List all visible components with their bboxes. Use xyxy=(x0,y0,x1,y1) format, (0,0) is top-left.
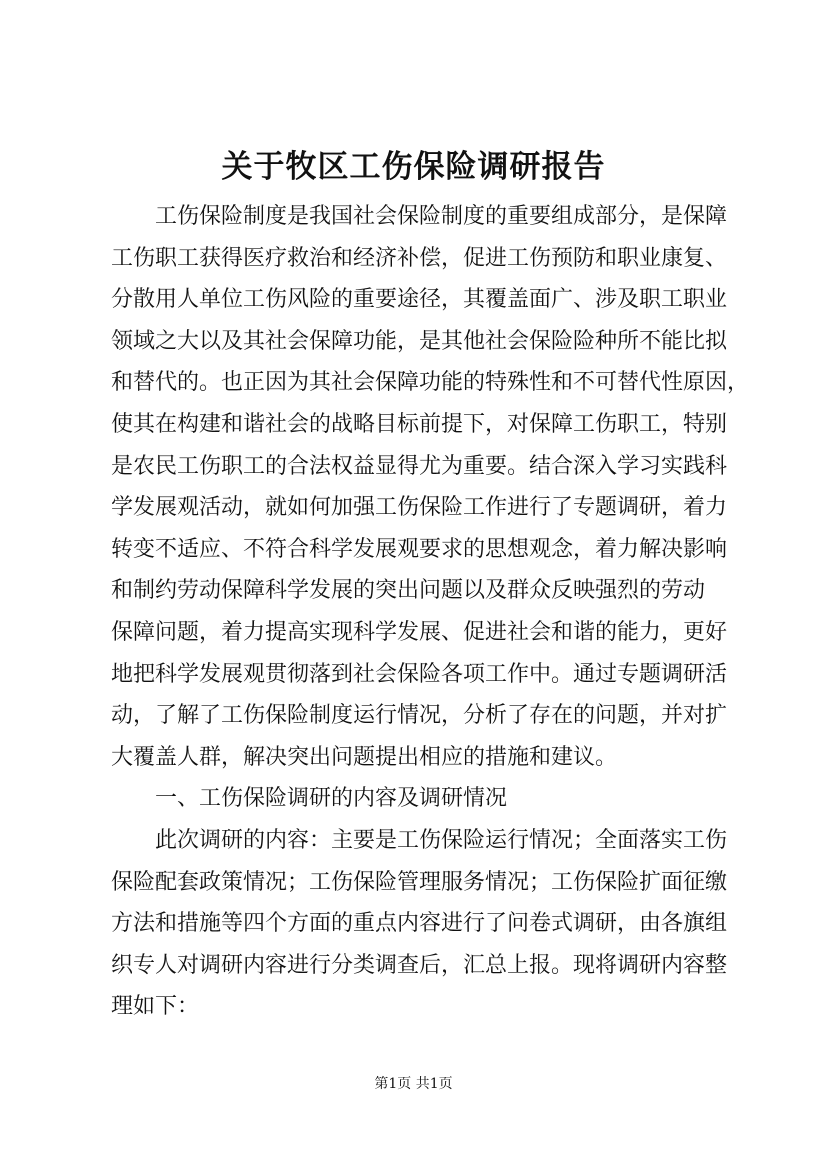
document-body xyxy=(111,196,750,1028)
body-line: 大覆盖人群，解决突出问题提出相应的措施和建议。 xyxy=(111,744,618,770)
body-line: 是农民工伤职工的合法权益显得尤为重要。结合深入学习实践科 xyxy=(111,453,728,479)
body-line: 保险配套政策情况；工伤保险管理服务情况；工伤保险扩面征缴 xyxy=(111,869,728,895)
document-title: 关于牧区工伤保险调研报告 xyxy=(221,149,606,185)
body-line: 织专人对调研内容进行分类调查后，汇总上报。现将调研内容整 xyxy=(111,952,728,978)
body-line: 领域之大以及其社会保障功能，是其他社会保险险种所不能比拟 xyxy=(111,328,728,354)
body-line: 转变不适应、不符合科学发展观要求的思想观念，着力解决影响 xyxy=(111,536,728,562)
body-line: 地把科学发展观贯彻落到社会保险各项工作中。通过专题调研活 xyxy=(111,661,728,687)
body-line: 工伤保险制度是我国社会保险制度的重要组成部分，是保障 xyxy=(111,204,728,229)
body-line: 动，了解了工伤保险制度运行情况，分析了存在的问题，并对扩 xyxy=(111,703,728,729)
body-line: 方法和措施等四个方面的重点内容进行了问卷式调研，由各旗组 xyxy=(111,911,728,937)
page-number-footer: 第1页 共1页 xyxy=(374,1076,453,1092)
body-line: 工伤职工获得医疗救治和经济补偿，促进工伤预防和职业康复、 xyxy=(111,245,728,271)
section-heading: 一、工伤保险调研的内容及调研情况 xyxy=(111,786,508,812)
body-line: 保障问题，着力提高实现科学发展、促进社会和谐的能力，更好 xyxy=(111,619,728,645)
body-line: 和制约劳动保障科学发展的突出问题以及群众反映强烈的劳动 xyxy=(111,578,706,604)
body-line: 使其在构建和谐社会的战略目标前提下，对保障工伤职工，特别 xyxy=(111,411,728,437)
body-line: 学发展观活动，就如何加强工伤保险工作进行了专题调研，着力 xyxy=(111,495,728,521)
body-line: 和替代的。也正因为其社会保障功能的特殊性和不可替代性原因， xyxy=(111,370,750,396)
body-line: 理如下： xyxy=(111,994,200,1020)
body-line: 分散用人单位工伤风险的重要途径，其覆盖面广、涉及职工职业 xyxy=(111,287,728,313)
body-line: 此次调研的内容：主要是工伤保险运行情况；全面落实工伤 xyxy=(111,827,728,853)
